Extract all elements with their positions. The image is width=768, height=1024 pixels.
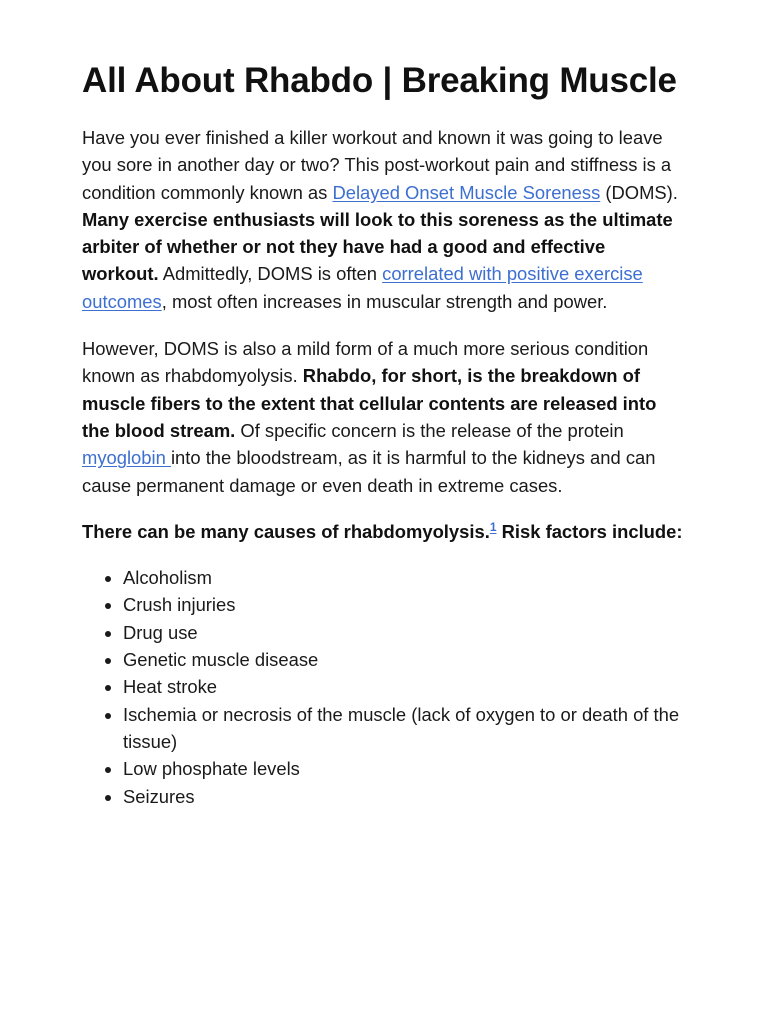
list-item: • Seizures bbox=[123, 783, 686, 810]
emphasis-text: Many exercise enthusiasts will look to this soreness as the ultimate arbiter of whether or not they have had a good and effective workout. bbox=[82, 208, 673, 285]
list-item: • Heat stroke bbox=[123, 673, 686, 700]
footnote-link[interactable]: 1 bbox=[489, 519, 497, 534]
admittedly-text: Admittedly, DOMS is often bbox=[158, 263, 383, 285]
strength-text: , most often increases in muscular strength and power. bbox=[161, 290, 608, 312]
rhabdo-intro-text: However, DOMS is also a mild form of a much more serious condition known as rhabdomyolysis. bbox=[82, 338, 649, 387]
list-item: • Low phosphate levels bbox=[123, 755, 686, 782]
list-item: • Ischemia or necrosis of the muscle (lack of oxygen to or death of the tissue) bbox=[123, 701, 686, 756]
causes-paragraph bbox=[82, 518, 686, 545]
footnote-marker bbox=[490, 520, 497, 534]
article-title: All About Rhabdo | Breaking Muscle bbox=[82, 61, 677, 100]
doms-link[interactable]: Delayed Onset Muscle Soreness bbox=[332, 181, 601, 203]
list-item: • Drug use bbox=[123, 619, 686, 646]
causes-text: There can be many causes of rhabdomyolysis. bbox=[82, 520, 490, 542]
concern-text: Of specific concern is the release of the protein bbox=[235, 419, 624, 441]
rhabdo-definition-text: Rhabdo, for short, is the breakdown of muscle fibers to the extent that cellular contents are released into the blood stream. bbox=[82, 365, 657, 441]
list-item: • Alcoholism bbox=[123, 564, 686, 591]
risk-factors-text: Risk factors include: bbox=[496, 520, 683, 542]
risk-factors-list bbox=[82, 564, 686, 810]
list-item: • Genetic muscle disease bbox=[123, 646, 686, 673]
myoglobin-link[interactable]: myoglobin bbox=[82, 447, 171, 469]
correlated-outcomes-link[interactable]: correlated with positive exercise outcomes bbox=[82, 263, 643, 312]
intro-text: Have you ever finished a killer workout and known it was going to leave you sore in another day or two? This post-workout pain and stiffness is a condition commonly known as bbox=[82, 127, 672, 203]
list-item: • Crush injuries bbox=[123, 591, 686, 618]
intro-paragraph bbox=[82, 124, 686, 315]
rhabdo-paragraph bbox=[82, 335, 686, 499]
kidney-harm-text: into the bloodstream, as it is harmful to the kidneys and can cause permanent damage or even death in extreme cases. bbox=[82, 447, 656, 496]
doms-abbrev-text: (DOMS). bbox=[600, 181, 678, 203]
